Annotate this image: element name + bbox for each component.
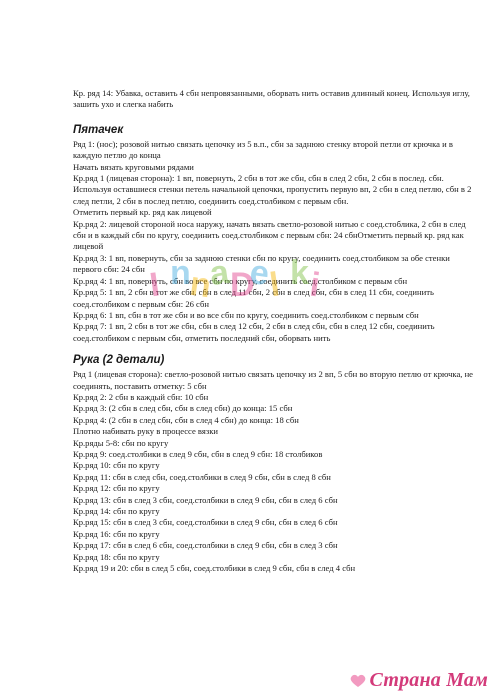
heart-icon: [349, 674, 367, 688]
instruction-line: Отметить первый кр. ряд как лицевой: [73, 207, 212, 218]
instruction-line: Кр.ряд 17: сбн в след 6 сбн, соед.столбики в след 9 сбн, сбн в след 3 сбн: [73, 540, 338, 551]
section-heading-ruka: Рука (2 детали): [73, 354, 165, 367]
instruction-line: Кр.ряд 18: сбн по кругу: [73, 551, 160, 562]
site-logo-text: Страна Мам: [369, 669, 488, 691]
instruction-line: Кр.ряд 4: 1 вп, повернуть, сбн во все сбн по кругу, соединить соед.столбиком с первым сбн: [73, 275, 408, 286]
watermark-letter: a: [207, 252, 232, 294]
instruction-line: Кр.ряд 9: соед.столбики в след 9 сбн, сбн в след 9 сбн: 18 столбиков: [73, 448, 323, 459]
watermark-letter: l: [267, 265, 282, 305]
instruction-line: Кр.ряд 5: 1 вп, 2 сбн в тот же сбн, сбн в след 11 сбн, 2 сбн в след сбн, сбн в след 11 сбн, соединить соед.столбиком с первым сбн: 26 сбн: [73, 287, 434, 309]
instruction-line: Кр.ряд 19 и 20: сбн в след 5 сбн, соед.столбики в след 9 сбн, сбн в след 4 сбн: [73, 563, 356, 574]
watermark-letter: D: [230, 266, 255, 304]
instruction-line: Кр.ряд 3: (2 сбн в след сбн, сбн в след сбн) до конца: 15 сбн: [73, 403, 293, 414]
watermark-letter: k: [290, 254, 309, 292]
instruction-line: Кр.ряд 13: сбн в след 3 сбн, соед.столбики в след 9 сбн, сбн в след 6 сбн: [73, 494, 338, 505]
instruction-line: Ряд 1: (нос); розовой нитью связать цепочку из 5 в.п., сбн за заднюю стенку второй петли от крючка и в каждую петлю до конца: [73, 138, 453, 161]
section-pyatachek-text: [73, 139, 473, 344]
instruction-line: Кр.ряд 12: сбн по кругу: [73, 483, 160, 494]
watermark-letter: i: [307, 265, 323, 305]
instruction-line: Кр.ряд 7: 1 вп, 2 сбн в тот же сбн, сбн в след 12 сбн, 2 сбн в след сбн, сбн в след 12 сбн, соединить соед.столбиком с первым сбн, отметить последний сбн, оборвать нить: [73, 321, 435, 343]
instruction-line: Кр.ряд 1 (лицевая сторона): 1 вп, повернуть, 2 сбн в тот же сбн, сбн в след 2 сбн, 2 сбн в послед. сбн. Используя оставшиеся стенки петель начальной цепочки, пропустить первую вп, 2 сбн в след петлю, сбн в 2 след петли, 2 сбн в послед петлю, соединить соед.столбиком с первым сбн.: [73, 173, 472, 206]
site-logo: [349, 669, 488, 692]
intro-paragraph: Кр. ряд 14: Убавка, оставить 4 сбн непровязанными, оборвать нить оставив длинный конец. Используя иглу, зашить ухо и слегка набить: [73, 88, 470, 110]
document-body: [73, 88, 473, 574]
instruction-line: Ряд 1 (лицевая сторона): светло-розовой нитью связать цепочку из 2 вп, 5 сбн во вторую петлю от крючка, не соединять, поставить отметку: 5 сбн: [73, 369, 473, 391]
instruction-line: Плотно набивать руку в процессе вязки: [73, 426, 218, 437]
section-heading-pyatachek: Пятачек: [73, 123, 124, 136]
instruction-line: Кр.ряд 4: (2 сбн в след сбн, сбн в след 4 сбн) до конца: 18 сбн: [73, 414, 299, 425]
instruction-line: Кр.ряд 6: 1 вп, сбн в тот же сбн и во все сбн по кругу, соединить соед.столбиком с первым сбн: [73, 309, 419, 320]
instruction-line: Кр.ряд 2: лицевой стороной носа наружу, начать вязать светло-розовой нитью с соед.стоблика, 2 сбн в след сбн и в каждый сбн по кругу, соединить соед.столбиком с первым сбн: 24 сбнОтметить первый кр. ряд как лицевой: [73, 218, 466, 252]
watermark-letter: n: [170, 254, 191, 292]
instruction-line: Кр.ряд 16: сбн по кругу: [73, 528, 160, 539]
instruction-line: Кр.ряд 10: сбн по кругу: [73, 460, 160, 471]
instruction-line: Кр.ряд 15: сбн в след 3 сбн, соед.столбики в след 9 сбн, сбн в след 6 сбн: [73, 517, 338, 528]
instruction-line: Кр.ряд 2: 2 сбн в каждый сбн: 10 сбн: [73, 391, 209, 402]
instruction-line: Начать вязать круговыми рядами: [73, 161, 194, 172]
watermark-letter: e: [247, 252, 272, 294]
instruction-line: Кр.ряд 14: сбн по кругу: [73, 506, 160, 516]
section-ruka-text: [73, 369, 473, 574]
watermark-letter: I: [147, 265, 162, 305]
instruction-line: Кр.ряды 5-8: сбн по кругу: [73, 437, 169, 448]
watermark-letter: n: [187, 264, 214, 306]
instruction-line: Кр.ряд 3: 1 вп, повернуть, сбн за заднюю стенки сбн по кругу, соединить соед.столбиком за обе стенки первого сбн: 24 сбн: [73, 252, 450, 275]
instruction-line: Кр.ряд 11: сбн в след сбн, соед.столбики в след 9 сбн, сбн в след 8 сбн: [73, 471, 331, 482]
